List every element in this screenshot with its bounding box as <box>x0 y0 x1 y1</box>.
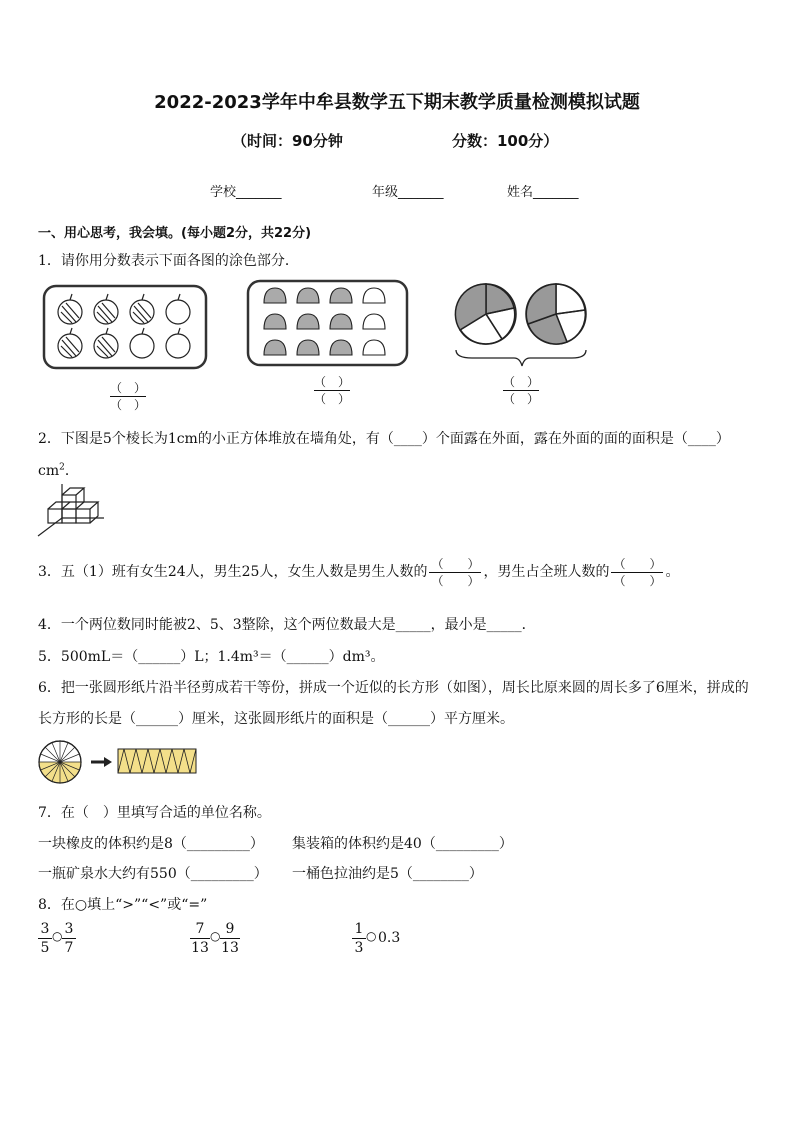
answer-fraction-1[interactable]: （ ） （ ） <box>110 381 147 412</box>
fraction-9-13: 9 13 <box>221 921 239 956</box>
answer-fraction-3[interactable]: （ ） （ ） <box>503 375 540 406</box>
question-5-text: 5．500mL＝（______）L；1.4m³＝（______）dm³。 <box>38 649 385 665</box>
name-field[interactable]: 姓名_______ <box>507 185 579 200</box>
question-7-item-3: 一瓶矿泉水大约有550（_________） <box>38 866 268 882</box>
exam-score: 分数：100分） <box>452 132 559 150</box>
compare-circle-2[interactable]: ○ <box>210 929 221 943</box>
fraction-3-5: 3 5 <box>38 920 52 957</box>
circle-to-rectangle-figure <box>36 738 201 788</box>
exam-time: （时间：90分钟 <box>232 132 343 150</box>
compare-circle-1[interactable]: ○ <box>52 929 63 943</box>
compare-circle-3[interactable]: ○ <box>366 929 377 943</box>
fraction-1-3: 1 3 <box>352 920 366 957</box>
grade-field[interactable]: 年级_______ <box>372 185 444 200</box>
question-2-text: 2．下图是5个棱长为1cm的小正方体堆放在墙角处，有（____）个面露在外面，露在外面的面的面积是（____） <box>38 431 730 447</box>
question-4-text: 4．一个两位数同时能被2、5、3整除，这个两位数最大是_____，最小是_____． <box>38 617 536 633</box>
question-7-item-4: 一桶色拉油约是5（________） <box>292 866 483 882</box>
question-7-item-1: 一块橡皮的体积约是8（_________） <box>38 836 264 852</box>
answer-fraction-2[interactable]: （ ） （ ） <box>314 375 351 406</box>
question-7-text: 7．在（ ）里填写合适的单位名称。 <box>38 805 271 821</box>
question-8-text: 8．在○填上“>”“<”或“=” <box>38 897 208 913</box>
question-7-item-2: 集装箱的体积约是40（_________） <box>292 836 513 852</box>
question-2-unit: $cm^2$． <box>38 462 79 479</box>
answer-fraction-boys-total[interactable]: （ ） （ ） <box>613 556 662 588</box>
apples-figure <box>40 282 210 372</box>
question-3: 3．五（1）班有女生24人，男生25人，女生人数是男生人数的 （ ） （ ） ，男生占全班人数的 （ ） （ ） 。 <box>38 556 680 588</box>
question-6-line-1: 6．把一张圆形纸片沿半径剪成若干等份，拼成一个近似的长方形（如图），周长比原来圆的周长多了6厘米，拼成的 <box>38 680 749 696</box>
fraction-3-7: 3 7 <box>62 920 76 957</box>
answer-fraction-girls-boys[interactable]: （ ） （ ） <box>431 556 480 588</box>
question-1-text: 1．请你用分数表示下面各图的涂色部分． <box>38 253 299 269</box>
question-6-line-2: 长方形的长是（______）厘米，这张圆形纸片的面积是（______）平方厘米。 <box>38 711 514 727</box>
circles-figure <box>452 280 592 372</box>
decimal-0-3: 0.3 <box>378 930 401 946</box>
peaches-figure <box>245 278 410 368</box>
section-heading: 一、用心思考，我会填。(每小题2分，共22分) <box>38 226 312 241</box>
school-field[interactable]: 学校_______ <box>210 185 282 200</box>
fraction-7-13: 7 13 <box>191 921 209 956</box>
page-title: 2022-2023学年中牟县数学五下期末教学质量检测模拟试题 <box>154 92 640 113</box>
cubes-figure <box>36 482 108 540</box>
